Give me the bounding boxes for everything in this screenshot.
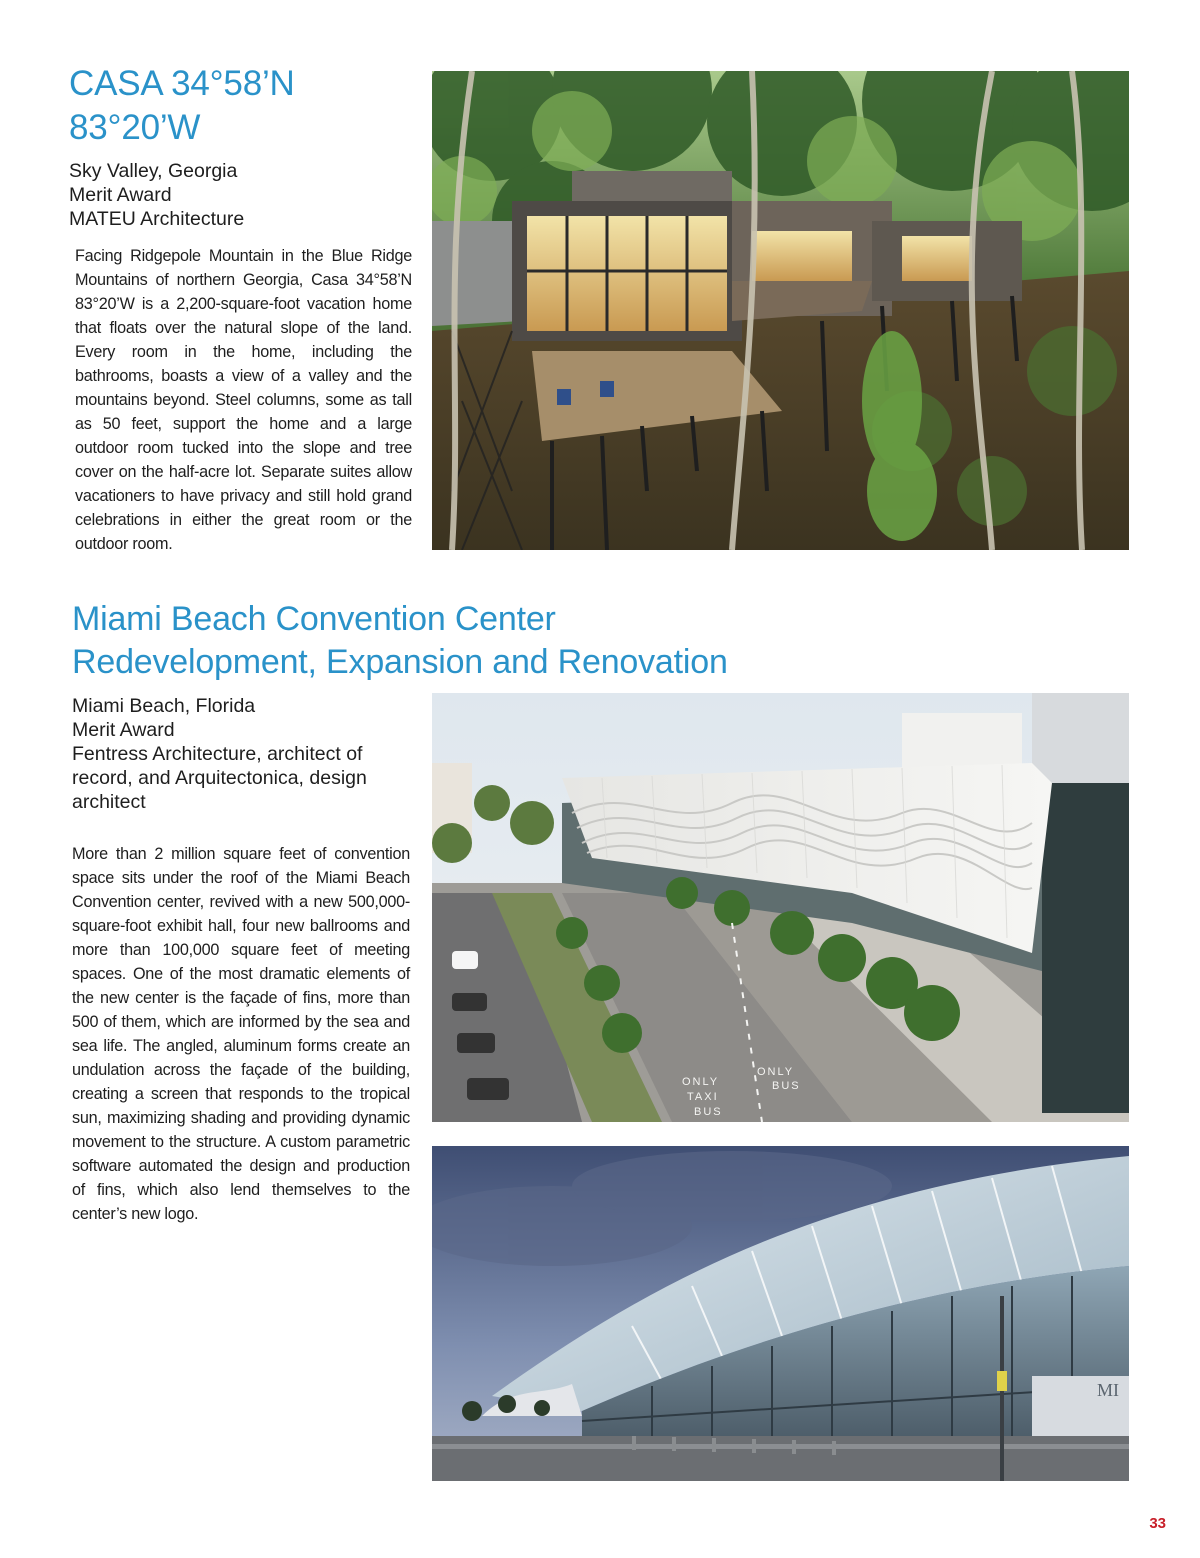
project-1-title-line-1: CASA 34°58’N <box>69 64 295 103</box>
building-sign-letters: MI <box>1097 1380 1119 1400</box>
page-number: 33 <box>1149 1515 1166 1532</box>
project-2-title <box>72 598 728 684</box>
project-2-title-line-2: Redevelopment, Expansion and Renovation <box>72 643 728 681</box>
road-marking-bus-right: BUS <box>772 1080 801 1092</box>
project-1-firm: MATEU Architecture <box>69 208 245 230</box>
road-marking-bus-left: BUS <box>694 1106 723 1118</box>
project-1-title <box>69 62 295 150</box>
project-2-title-line-1: Miami Beach Convention Center <box>72 600 556 638</box>
project-1-title-line-2: 83°20’W <box>69 108 201 147</box>
casa-house-photo <box>432 71 1129 550</box>
project-2-location: Miami Beach, Florida <box>72 695 256 717</box>
project-1-credits <box>69 159 244 231</box>
road-marking-taxi: TAXI <box>687 1091 719 1103</box>
project-1-location: Sky Valley, Georgia <box>69 160 238 182</box>
project-2-description: More than 2 million square feet of convention space sits under the roof of the Miami Beach Convention center, revived with a new 500,000-square-foot exhibit hall, four new ballrooms and more than 100,000 square feet of meeting spaces. One of the most dramatic elements of the new center is the façade of fins, more than 500 of them, which are informed by the sea and sea life. The angled, aluminum forms create an undulation across the façade of the building, creating a screen that responds to the tropical sun, maximizing shading and providing dynamic movement to the structure. A custom parametric software automated the design and production of fins, which also lend themselves to the center’s new logo. <box>72 845 410 1223</box>
project-2-firm-line-1: Fentress Architecture, architect of <box>72 743 363 765</box>
road-marking-only-left: ONLY <box>682 1076 720 1088</box>
project-2-firm-line-3: architect <box>72 791 146 813</box>
project-1-description: Facing Ridgepole Mountain in the Blue Ridge Mountains of northern Georgia, Casa 34°58’N 83°20’W is a 2,200-square-foot vacation home that floats over the natural slope of the land. Every room in the home, including the bathrooms, boasts a view of a valley and the mountains beyond. Steel columns, some as tall as 50 feet, support the home and a large outdoor room tucked into the slope and tree cover on the half-acre lot. Separate suites allow vacationers to have privacy and still hold grand celebrations in either the great room or the outdoor room. <box>75 247 412 553</box>
project-2-firm-line-2: record, and Arquitectonica, design <box>72 767 367 789</box>
convention-center-aerial-photo <box>432 693 1129 1122</box>
road-marking-only-right: ONLY <box>757 1066 795 1078</box>
convention-center-dusk-photo <box>432 1146 1129 1481</box>
project-1-award: Merit Award <box>69 184 172 206</box>
project-2-award: Merit Award <box>72 719 175 741</box>
project-2-credits <box>72 694 367 814</box>
